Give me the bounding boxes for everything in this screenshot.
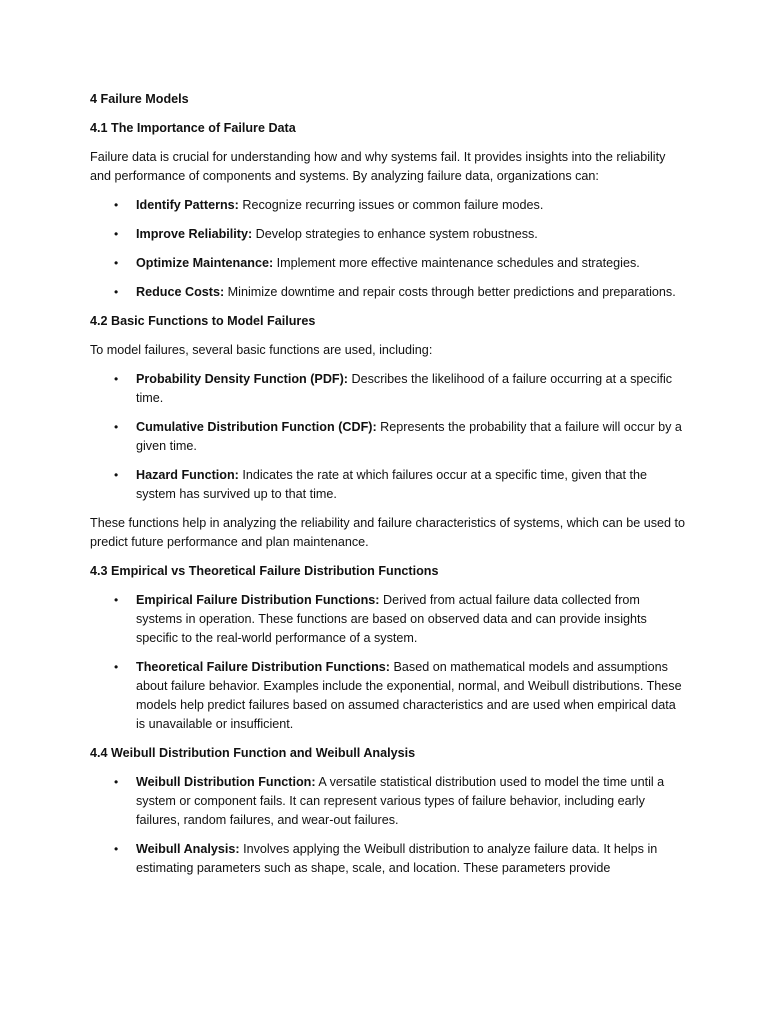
list-item [90,225,686,244]
item-text: Based on mathematical models and assumptions about failure behavior. Examples include the exponential, normal, and Weibull distributions. These models help predict failures based on assumed characteristics and are used when empirical data is unavailable or insufficient. [136,660,682,731]
list-item [90,591,686,648]
item-text: A versatile statistical distribution used to model the time until a system or component fails. It can represent various types of failure behavior, including early failures, random failures, and wear-out failures. [136,775,665,827]
item-term: Cumulative Distribution Function (CDF): [136,420,377,434]
bullet-icon: • [114,593,119,607]
item-term: Weibull Analysis: [136,842,240,856]
section-heading: 4.2 Basic Functions to Model Failures [90,314,316,328]
item-term: Empirical Failure Distribution Functions: [136,593,380,607]
item-text: Describes the likelihood of a failure occurring at a specific time. [136,372,673,405]
section-heading: 4.1 The Importance of Failure Data [90,121,296,135]
section-4-3 [90,562,686,734]
item-term: Weibull Distribution Function: [136,775,316,789]
item-term: Reduce Costs: [136,285,225,299]
section-outro: These functions help in analyzing the reliability and failure characteristics of systems, which can be used to predict future performance and plan maintenance. [90,516,686,549]
list-item [90,466,686,504]
section-4-4 [90,744,686,878]
item-term: Hazard Function: [136,468,239,482]
item-text: Involves applying the Weibull distribution to analyze failure data. It helps in estimating parameters such as shape, scale, and location. These parameters provide [136,842,658,875]
item-text: Develop strategies to enhance system robustness. [252,227,538,241]
list-item [90,254,686,273]
section-heading: 4.3 Empirical vs Theoretical Failure Distribution Functions [90,564,439,578]
section-intro: To model failures, several basic functions are used, including: [90,343,433,357]
list-item [90,418,686,456]
item-text: Recognize recurring issues or common failure modes. [238,198,544,212]
item-text: Represents the probability that a failure will occur by a given time. [136,420,682,453]
bullet-icon: • [114,775,119,789]
document-page [90,90,686,888]
item-term: Theoretical Failure Distribution Functions: [136,660,390,674]
bullet-icon: • [114,842,119,856]
list-item [90,840,686,878]
bullet-icon: • [114,468,119,482]
section-4-2 [90,312,686,552]
bullet-icon: • [114,660,119,674]
bullet-icon: • [114,285,119,299]
item-text: Minimize downtime and repair costs through better predictions and preparations. [224,285,676,299]
item-text: Indicates the rate at which failures occur at a specific time, given that the system has survived up to that time. [136,468,647,501]
bullet-list [90,196,686,302]
bullet-icon: • [114,227,119,241]
item-term: Improve Reliability: [136,227,253,241]
list-item [90,370,686,408]
item-term: Identify Patterns: [136,198,239,212]
item-text: Derived from actual failure data collected from systems in operation. These functions are based on observed data and can provide insights specific to the real-world performance of a system. [136,593,647,645]
section-heading: 4.4 Weibull Distribution Function and Weibull Analysis [90,746,416,760]
item-term: Optimize Maintenance: [136,256,274,270]
list-item [90,773,686,830]
bullet-list [90,773,686,878]
list-item [90,283,686,302]
bullet-icon: • [114,420,119,434]
bullet-list [90,370,686,504]
section-4-1 [90,119,686,302]
item-text: Implement more effective maintenance schedules and strategies. [273,256,640,270]
bullet-icon: • [114,198,119,212]
document-title: 4 Failure Models [90,92,189,106]
section-intro: Failure data is crucial for understanding how and why systems fail. It provides insights into the reliability and performance of components and systems. By analyzing failure data, organizations can: [90,150,666,183]
list-item [90,658,686,734]
list-item [90,196,686,215]
bullet-icon: • [114,256,119,270]
bullet-icon: • [114,372,119,386]
bullet-list [90,591,686,734]
item-term: Probability Density Function (PDF): [136,372,348,386]
